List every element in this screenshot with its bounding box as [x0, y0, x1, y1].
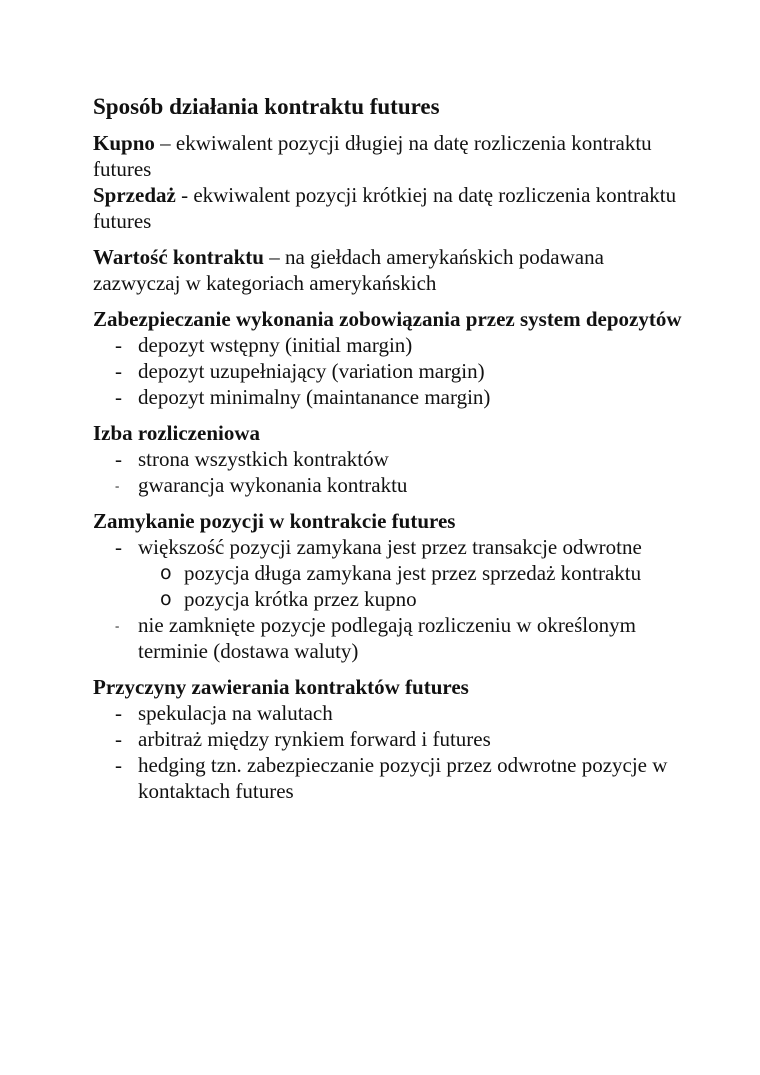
list-item-text: depozyt uzupełniający (variation margin): [138, 359, 485, 383]
kupno-text: – ekwiwalent pozycji długiej na datę rozliczenia kontraktu futures: [93, 131, 652, 181]
kupno-paragraph: [93, 130, 683, 182]
dash-bullet: -: [115, 447, 122, 471]
definitions-section: [93, 130, 683, 234]
list-item-text: gwarancja wykonania kontraktu: [138, 473, 408, 497]
list-item-text: depozyt minimalny (maintanance margin): [138, 385, 491, 409]
list-item: [115, 358, 683, 384]
circle-bullet: o: [160, 562, 172, 584]
list-item-text: spekulacja na walutach: [138, 701, 333, 725]
izba-section: [93, 420, 683, 498]
izba-list: [93, 446, 683, 498]
sprzedaz-paragraph: [93, 182, 683, 234]
zamykanie-heading: Zamykanie pozycji w kontrakcie futures: [93, 509, 456, 533]
zabezpieczanie-section: [93, 306, 683, 410]
przyczyny-list: [93, 700, 683, 804]
sprzedaz-text: - ekwiwalent pozycji krótkiej na datę rozliczenia kontraktu futures: [93, 183, 677, 233]
sub-list-item-text: pozycja krótka przez kupno: [184, 587, 417, 611]
dash-bullet: -: [115, 727, 122, 751]
list-item: [115, 534, 683, 612]
list-item: [115, 332, 683, 358]
sub-list-item-text: pozycja długa zamykana jest przez sprzedaż kontraktu: [184, 561, 642, 585]
zamykanie-sublist: [138, 560, 683, 612]
dash-bullet: -: [115, 333, 122, 357]
list-item: [115, 752, 683, 804]
list-item: [115, 384, 683, 410]
list-item: [115, 700, 683, 726]
document-page: [93, 92, 683, 814]
list-item-text: arbitraż między rynkiem forward i futures: [138, 727, 491, 751]
zabezpieczanie-list: [93, 332, 683, 410]
list-item-text: hedging tzn. zabezpieczanie pozycji przez odwrotne pozycje w kontaktach futures: [138, 753, 668, 803]
dash-bullet: -: [115, 701, 122, 725]
dash-bullet: -: [115, 478, 120, 493]
list-item: [115, 446, 683, 472]
zamykanie-section: [93, 508, 683, 664]
list-item-text: większość pozycji zamykana jest przez transakcje odwrotne: [138, 535, 642, 559]
list-item-text: nie zamknięte pozycje podlegają rozliczeniu w określonym terminie (dostawa waluty): [138, 613, 636, 663]
dash-bullet: -: [115, 618, 120, 633]
list-item-text: depozyt wstępny (initial margin): [138, 333, 413, 357]
sprzedaz-term: Sprzedaż: [93, 183, 176, 207]
izba-heading: Izba rozliczeniowa: [93, 421, 260, 445]
dash-bullet: -: [115, 385, 122, 409]
wartosc-text: – na giełdach amerykańskich podawana zazwyczaj w kategoriach amerykańskich: [93, 245, 604, 295]
dash-bullet: -: [115, 359, 122, 383]
list-item-text: strona wszystkich kontraktów: [138, 447, 389, 471]
zamykanie-list: [93, 534, 683, 664]
sub-list-item: [160, 560, 683, 586]
list-item: [115, 612, 683, 664]
list-item: [115, 472, 683, 498]
przyczyny-section: [93, 674, 683, 804]
circle-bullet: o: [160, 588, 172, 610]
sub-list-item: [160, 586, 683, 612]
zabezpieczanie-heading: Zabezpieczanie wykonania zobowiązania przez system depozytów: [93, 307, 682, 331]
dash-bullet: -: [115, 753, 122, 777]
wartosc-term: Wartość kontraktu: [93, 245, 264, 269]
dash-bullet: -: [115, 535, 122, 559]
list-item: [115, 726, 683, 752]
page-title: Sposób działania kontraktu futures: [93, 94, 440, 119]
wartosc-section: [93, 244, 683, 296]
wartosc-paragraph: [93, 244, 683, 296]
kupno-term: Kupno: [93, 131, 155, 155]
przyczyny-heading: Przyczyny zawierania kontraktów futures: [93, 675, 469, 699]
